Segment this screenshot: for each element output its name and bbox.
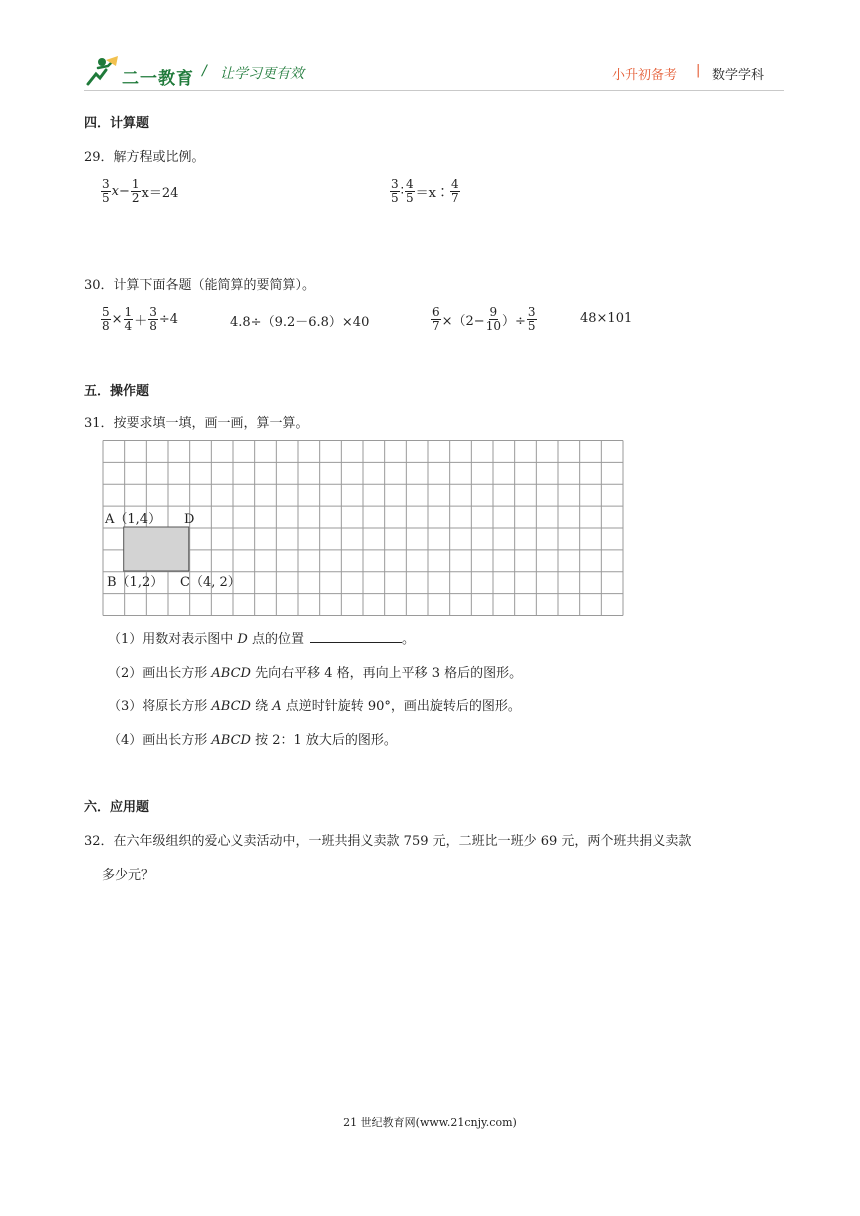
question-32-line-1: 32．在六年级组织的爱心义卖活动中，一班共捐义卖款 759 元，二班比一班少 69 元，两个班共捐义卖款	[84, 834, 692, 849]
fraction: $\frac{3}{5}$	[102, 177, 110, 205]
subject-label: 数学学科	[712, 68, 765, 83]
fraction: $\frac{5}{8}$	[102, 305, 110, 333]
answer-blank[interactable]	[310, 630, 402, 643]
fraction: $\frac{4}{7}$	[451, 177, 459, 205]
header-divider: /	[202, 63, 207, 79]
fraction: $\frac{1}{2}$	[131, 177, 140, 205]
question-31-item-4: （4）画出长方形 ABCD 按 2：1 放大后的图形。	[108, 733, 397, 748]
header	[84, 54, 784, 94]
logo-text: 二一教育	[122, 69, 194, 89]
fraction: $\frac{9}{10}$	[485, 305, 501, 333]
section-title-5: 五．操作题	[84, 384, 150, 399]
label-d: D	[184, 512, 195, 527]
question-30-label: 30．计算下面各题（能简算的要简算）。	[84, 278, 316, 293]
section-title-4: 四．计算题	[84, 116, 150, 131]
question-31-item-3: （3）将原长方形 ABCD 绕 A 点逆时针旋转 90°，画出旋转后的图形。	[108, 699, 521, 714]
coordinate-grid	[102, 440, 624, 616]
question-31-item-2: （2）画出长方形 ABCD 先向右平移 4 格，再向上平移 3 格后的图形。	[108, 666, 523, 681]
equation-29-2: $\frac{3}{5}$ ∶ $\frac{4}{5}$ ＝x∶ $\frac{4}{7}$	[391, 177, 459, 205]
exam-label: 小升初备考	[612, 68, 678, 83]
expression-30-4: 48×101	[580, 311, 633, 326]
rectangle-abcd	[124, 527, 189, 571]
label-a: A（1,4）	[105, 512, 162, 527]
equation-29-1: $\frac{3}{5}$ x − $\frac{1}{2}$ x＝24	[102, 177, 179, 205]
header-separator: |	[696, 63, 701, 78]
footer-text: 21 世纪教育网(www.21cnjy.com)	[343, 1116, 517, 1129]
fraction: $\frac{3}{5}$	[391, 177, 399, 205]
question-32-line-2: 多少元？	[102, 868, 155, 883]
question-31-label: 31．按要求填一填，画一画，算一算。	[84, 416, 309, 431]
fraction: $\frac{3}{5}$	[527, 305, 536, 333]
expression-30-1: $\frac{5}{8}$ × $\frac{1}{4}$ ＋ $\frac{3}{8}$ ÷4	[102, 305, 179, 333]
fraction: $\frac{6}{7}$	[432, 305, 440, 333]
fraction: $\frac{3}{8}$	[149, 305, 157, 333]
expression-30-3: $\frac{6}{7}$ ×（2− $\frac{9}{10}$ ）÷ $\frac{3}{5}$	[432, 305, 536, 333]
slogan: 让学习更有效	[220, 66, 304, 82]
fraction: $\frac{4}{5}$	[406, 177, 414, 205]
expression-30-2: 4.8÷（9.2－6.8）×40	[230, 315, 370, 330]
section-title-6: 六．应用题	[84, 800, 150, 815]
fraction: $\frac{1}{4}$	[124, 305, 133, 333]
question-31-item-1: （1）用数对表示图中 D 点的位置 。	[108, 632, 415, 647]
question-29-label: 29．解方程或比例。	[84, 150, 205, 165]
logo-runner-icon	[84, 56, 120, 88]
label-c: C（4, 2）	[180, 575, 241, 590]
label-b: B（1,2）	[107, 575, 164, 590]
header-rule	[84, 90, 784, 91]
